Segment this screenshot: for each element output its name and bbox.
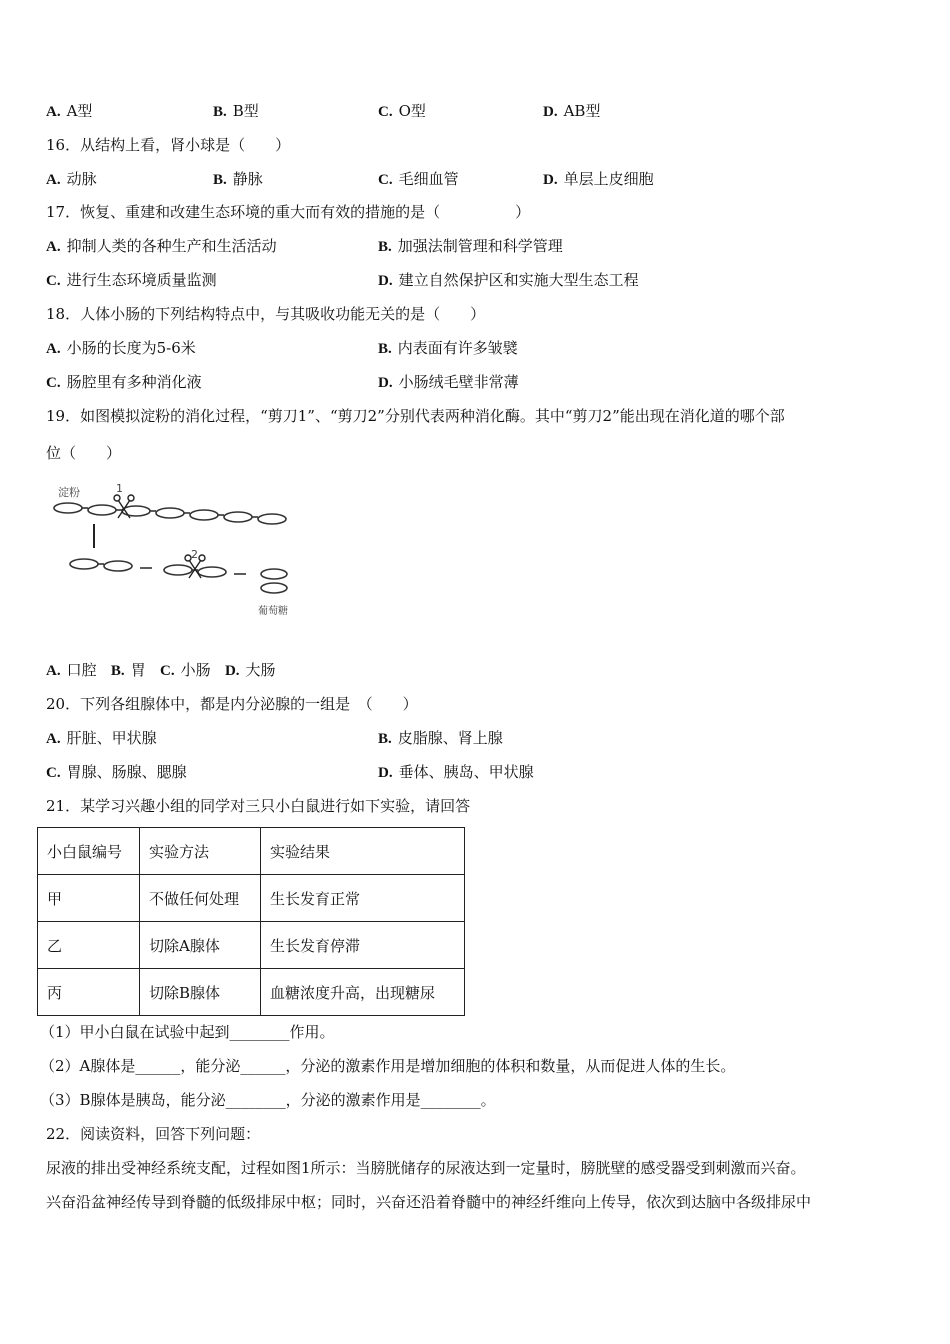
maltose-chain	[70, 559, 287, 593]
option-b: B. B型	[213, 102, 259, 120]
table-row	[38, 922, 465, 969]
question-18-stem: 18．人体小肠的下列结构特点中，与其吸收功能无关的是（ ）	[46, 305, 486, 323]
table-cell: 乙	[38, 922, 140, 969]
table-cell: 血糖浓度升高，出现糖尿	[261, 969, 465, 1016]
reading-paragraph-line: 兴奋沿盆神经传导到脊髓的低级排尿中枢；同时，兴奋还沿着脊髓中的神经纤维向上传导，依次到达脑中各级排尿中	[46, 1193, 812, 1211]
question-16-stem: 16．从结构上看，肾小球是（ ）	[46, 136, 291, 154]
option-d: D. 建立自然保护区和实施大型生态工程	[378, 271, 639, 289]
question-22-stem: 22．阅读资料，回答下列问题：	[46, 1125, 261, 1143]
starch-chain	[54, 503, 286, 524]
starch-digestion-figure	[50, 478, 310, 628]
scissor-2-label: 2	[191, 548, 198, 561]
option-c: C. 进行生态环境质量监测	[46, 271, 217, 289]
question-20-stem: 20．下列各组腺体中，都是内分泌腺的一组是 （ ）	[46, 695, 418, 713]
question-19-stem: 19．如图模拟淀粉的消化过程，“剪刀1”、“剪刀2”分别代表两种消化酶。其中“剪刀2”能出现在消化道的哪个部	[46, 407, 785, 425]
table-cell: 切除A腺体	[140, 922, 261, 969]
question-17-stem: 17．恢复、重建和改建生态环境的重大而有效的措施的是（ ）	[46, 203, 531, 221]
option-d: D. 单层上皮细胞	[543, 170, 654, 188]
table-cell: 生长发育停滞	[261, 922, 465, 969]
sub-question-3: （3）B腺体是胰岛，能分泌________，分泌的激素作用是________。	[40, 1091, 496, 1109]
option-b: B. 皮脂腺、肾上腺	[378, 729, 503, 747]
table-row	[38, 969, 465, 1016]
table-cell: 甲	[38, 875, 140, 922]
question-19-stem-cont: 位（ ）	[46, 444, 122, 462]
option-a: A. A型	[46, 102, 93, 120]
option-b: B. 加强法制管理和科学管理	[378, 237, 563, 255]
experiment-table	[37, 827, 465, 1016]
option-row: A. 口腔 B. 胃 C. 小肠 D. 大肠	[46, 661, 276, 679]
table-cell: 切除B腺体	[140, 969, 261, 1016]
table-header-row	[38, 828, 465, 875]
option-d: D. 垂体、胰岛、甲状腺	[378, 763, 534, 781]
table-header: 实验方法	[140, 828, 261, 875]
table-row	[38, 875, 465, 922]
option-a: A. 小肠的长度为5-6米	[46, 339, 196, 357]
scissor-1-label: 1	[116, 482, 123, 495]
option-c: C. 肠腔里有多种消化液	[46, 373, 202, 391]
table-header: 小白鼠编号	[38, 828, 140, 875]
option-c: C. 胃腺、肠腺、腮腺	[46, 763, 187, 781]
option-a: A. 肝脏、甲状腺	[46, 729, 157, 747]
option-b: B. 静脉	[213, 170, 263, 188]
reading-paragraph-line: 尿液的排出受神经系统支配，过程如图1所示：当膀胱储存的尿液达到一定量时，膀胱壁的感受器受到刺激而兴奋。	[46, 1159, 806, 1177]
option-a: A. 动脉	[46, 170, 97, 188]
question-21-stem: 21．某学习兴趣小组的同学对三只小白鼠进行如下实验，请回答	[46, 797, 471, 815]
option-c: C. O型	[378, 102, 426, 120]
table-cell: 不做任何处理	[140, 875, 261, 922]
starch-label: 淀粉	[58, 486, 80, 499]
table-cell: 生长发育正常	[261, 875, 465, 922]
option-c: C. 毛细血管	[378, 170, 459, 188]
option-d: D. AB型	[543, 102, 601, 120]
table-cell: 丙	[38, 969, 140, 1016]
option-d: D. 小肠绒毛壁非常薄	[378, 373, 519, 391]
table-header: 实验结果	[261, 828, 465, 875]
option-b: B. 内表面有许多皱襞	[378, 339, 518, 357]
option-a: A. 抑制人类的各种生产和生活活动	[46, 237, 277, 255]
sub-question-1: （1）甲小白鼠在试验中起到________作用。	[40, 1023, 335, 1041]
glucose-label: 葡萄糖	[258, 606, 288, 617]
sub-question-2: （2）A腺体是______，能分泌______，分泌的激素作用是增加细胞的体积和数量，从而促进人体的生长。	[40, 1057, 736, 1075]
